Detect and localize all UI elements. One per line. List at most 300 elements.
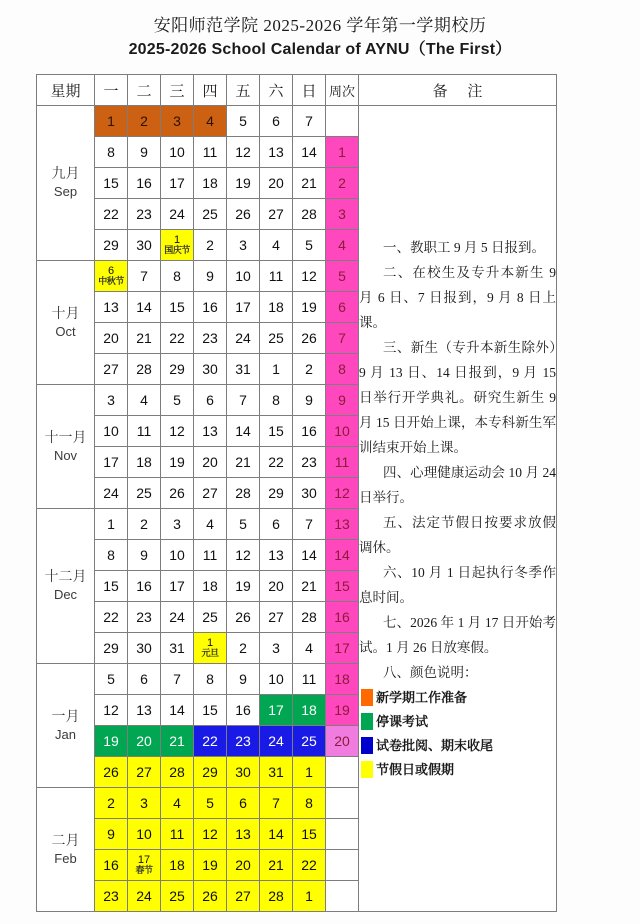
day-cell[interactable] [260,633,293,664]
day-cell[interactable] [95,540,128,571]
day-cell[interactable] [293,168,326,199]
day-cell[interactable] [260,602,293,633]
day-number: 12 [301,268,317,284]
day-number: 6 [206,392,214,408]
day-cell[interactable] [194,664,227,695]
page-title [0,14,640,62]
legend-swatch-yellow [361,761,373,778]
day-cell[interactable] [293,385,326,416]
day-cell[interactable] [95,261,128,292]
day-cell[interactable] [227,788,260,819]
day-cell[interactable] [194,602,227,633]
day-number: 18 [136,454,152,470]
month-label-nov [37,385,95,509]
day-cell[interactable] [194,726,227,757]
day-cell[interactable] [128,416,161,447]
day-cell[interactable] [128,664,161,695]
week-number-cell: 12 [326,478,359,509]
day-cell[interactable] [161,385,194,416]
day-number: 19 [202,857,218,873]
day-cell[interactable] [194,509,227,540]
week-number-cell: 8 [326,354,359,385]
day-number: 9 [206,268,214,284]
day-cell[interactable] [194,695,227,726]
day-cell[interactable] [260,323,293,354]
day-number: 24 [169,206,185,222]
day-cell[interactable] [161,788,194,819]
day-cell[interactable] [95,695,128,726]
day-cell[interactable] [194,168,227,199]
day-number: 25 [268,330,284,346]
day-number: 9 [107,826,115,842]
day-cell[interactable] [293,447,326,478]
header-weekday-wed: 三 [161,75,194,106]
day-number: 10 [169,547,185,563]
day-cell[interactable] [194,447,227,478]
day-cell[interactable] [161,819,194,850]
day-number: 1 [173,234,181,247]
day-cell[interactable] [260,199,293,230]
day-cell[interactable] [227,199,260,230]
header-weekday-tue: 二 [128,75,161,106]
day-cell[interactable] [293,757,326,788]
day-number: 7 [305,113,313,129]
day-cell[interactable] [95,757,128,788]
day-number: 16 [202,299,218,315]
day-cell[interactable] [227,385,260,416]
day-cell[interactable] [128,292,161,323]
day-cell[interactable] [95,726,128,757]
day-cell[interactable] [227,478,260,509]
day-number: 1 [305,764,313,780]
day-number: 6 [107,265,115,278]
day-cell[interactable] [293,571,326,602]
day-number: 10 [268,671,284,687]
day-cell[interactable] [95,881,128,912]
header-weekday-sun: 日 [293,75,326,106]
day-cell[interactable] [95,447,128,478]
day-cell[interactable] [161,354,194,385]
day-cell[interactable] [260,509,293,540]
month-label-cn: 一月 [51,709,80,725]
day-number: 6 [239,795,247,811]
day-cell[interactable] [227,819,260,850]
day-number: 22 [268,454,284,470]
day-cell[interactable] [95,323,128,354]
day-cell[interactable] [95,664,128,695]
day-number: 27 [202,485,218,501]
day-cell[interactable] [293,695,326,726]
day-cell[interactable] [227,354,260,385]
day-cell[interactable] [128,354,161,385]
day-cell[interactable] [227,695,260,726]
day-cell[interactable] [260,416,293,447]
day-cell[interactable] [194,478,227,509]
day-cell[interactable] [194,385,227,416]
legend-label: 新学期工作准备 [376,690,468,705]
day-cell[interactable] [95,168,128,199]
day-number: 3 [173,516,181,532]
table-header [37,75,557,106]
day-number: 24 [169,609,185,625]
day-cell[interactable] [260,881,293,912]
day-cell[interactable] [128,168,161,199]
day-cell[interactable] [194,292,227,323]
day-number: 28 [301,206,317,222]
day-cell[interactable] [260,168,293,199]
day-number: 12 [235,144,251,160]
month-label-jan [37,664,95,788]
day-cell[interactable] [95,292,128,323]
day-cell[interactable] [161,540,194,571]
day-cell[interactable] [161,726,194,757]
day-cell[interactable] [260,230,293,261]
day-number: 7 [305,516,313,532]
day-cell[interactable] [227,323,260,354]
day-cell[interactable] [161,416,194,447]
week-number-cell: 20 [326,726,359,757]
day-cell[interactable] [194,416,227,447]
note-item: 四、心理健康运动会 10 月 24 日举行。 [359,464,556,505]
day-number: 8 [272,392,280,408]
day-cell[interactable] [293,850,326,881]
day-number: 9 [305,392,313,408]
day-cell[interactable] [161,664,194,695]
header-weekday-thu: 四 [194,75,227,106]
day-cell[interactable] [293,540,326,571]
day-cell[interactable] [194,881,227,912]
day-number: 17 [103,454,119,470]
week-number-cell: 18 [326,664,359,695]
day-number: 19 [169,454,185,470]
day-cell[interactable] [95,230,128,261]
day-cell[interactable] [227,757,260,788]
day-cell[interactable] [260,695,293,726]
day-cell[interactable] [95,385,128,416]
day-cell[interactable] [194,819,227,850]
month-label-cn: 十月 [51,306,80,322]
day-number: 6 [272,516,280,532]
day-cell[interactable] [161,168,194,199]
day-cell[interactable] [95,602,128,633]
day-cell[interactable] [260,106,293,137]
day-cell[interactable] [128,137,161,168]
day-cell[interactable] [293,354,326,385]
day-cell[interactable] [128,106,161,137]
day-cell[interactable] [260,540,293,571]
day-cell[interactable] [95,478,128,509]
day-cell[interactable] [194,261,227,292]
day-cell[interactable] [227,230,260,261]
day-cell[interactable] [194,571,227,602]
day-cell[interactable] [227,633,260,664]
day-cell[interactable] [161,447,194,478]
note-item: 一、教职工 9 月 5 日报到。 [383,239,545,255]
day-cell[interactable] [128,230,161,261]
day-number: 16 [136,175,152,191]
day-cell[interactable] [260,757,293,788]
day-cell[interactable] [128,478,161,509]
day-cell[interactable] [95,509,128,540]
day-number: 7 [140,268,148,284]
day-number: 16 [301,423,317,439]
festival-label: 中秋节 [98,276,124,287]
day-cell[interactable] [194,137,227,168]
note-item: 六、10 月 1 日起执行冬季作息时间。 [359,564,556,605]
day-cell[interactable] [128,323,161,354]
day-cell[interactable] [227,447,260,478]
day-number: 15 [103,578,119,594]
day-cell[interactable] [227,664,260,695]
day-cell[interactable] [161,757,194,788]
day-cell[interactable] [161,850,194,881]
day-cell[interactable] [95,788,128,819]
day-cell[interactable] [227,571,260,602]
day-cell[interactable] [227,261,260,292]
day-cell[interactable] [227,168,260,199]
month-label-cn: 十一月 [44,430,87,446]
day-number: 19 [235,175,251,191]
day-number: 1 [206,637,214,650]
day-number: 21 [169,733,185,749]
day-number: 5 [107,671,115,687]
day-cell[interactable] [161,292,194,323]
day-cell[interactable] [95,850,128,881]
day-cell[interactable] [194,230,227,261]
week-number-cell: 2 [326,168,359,199]
day-cell[interactable] [128,509,161,540]
day-cell[interactable] [293,137,326,168]
day-cell[interactable] [293,292,326,323]
note-item: 八、颜色说明： [383,664,478,680]
day-cell[interactable] [293,478,326,509]
day-cell[interactable] [128,602,161,633]
week-number-cell: 6 [326,292,359,323]
legend-label: 试卷批阅、期末收尾 [376,738,494,753]
day-cell[interactable] [128,695,161,726]
day-cell[interactable] [95,106,128,137]
day-cell[interactable] [161,571,194,602]
day-cell[interactable] [260,788,293,819]
day-cell[interactable] [293,230,326,261]
day-number: 10 [169,144,185,160]
month-label-sep [37,106,95,261]
day-cell[interactable] [161,509,194,540]
day-cell[interactable] [128,385,161,416]
day-number: 5 [206,795,214,811]
day-cell[interactable] [128,540,161,571]
day-cell[interactable] [293,199,326,230]
day-cell[interactable] [194,850,227,881]
day-number: 18 [202,578,218,594]
day-cell[interactable] [293,633,326,664]
day-cell[interactable] [194,323,227,354]
day-number: 8 [206,671,214,687]
month-label-en: Jan [55,726,76,742]
day-cell[interactable] [293,509,326,540]
day-cell[interactable] [161,106,194,137]
day-cell[interactable] [293,881,326,912]
day-number: 13 [268,547,284,563]
header-weekday-mon: 一 [95,75,128,106]
day-number: 3 [239,237,247,253]
day-cell[interactable] [128,819,161,850]
day-number: 18 [268,299,284,315]
day-number: 10 [136,826,152,842]
day-cell[interactable] [194,540,227,571]
day-number: 10 [103,423,119,439]
day-number: 12 [169,423,185,439]
day-cell[interactable] [227,137,260,168]
day-cell[interactable] [161,137,194,168]
day-cell[interactable] [293,819,326,850]
day-cell[interactable] [161,261,194,292]
day-cell[interactable] [194,106,227,137]
day-cell[interactable] [260,726,293,757]
day-cell[interactable] [293,261,326,292]
day-cell[interactable] [161,881,194,912]
day-cell[interactable] [293,788,326,819]
day-cell[interactable] [260,664,293,695]
day-number: 24 [268,733,284,749]
day-cell[interactable] [260,354,293,385]
day-cell[interactable] [95,633,128,664]
day-cell[interactable] [194,199,227,230]
day-number: 25 [202,609,218,625]
day-cell[interactable] [95,199,128,230]
day-cell[interactable] [227,509,260,540]
week-number-cell: 7 [326,323,359,354]
day-cell[interactable] [95,571,128,602]
day-cell[interactable] [161,199,194,230]
day-cell[interactable] [128,757,161,788]
day-number: 26 [202,888,218,904]
day-cell[interactable] [194,633,227,664]
day-cell[interactable] [293,602,326,633]
day-cell[interactable] [227,881,260,912]
day-number: 1 [272,361,280,377]
header-row [37,75,557,106]
day-cell[interactable] [227,106,260,137]
day-cell[interactable] [128,788,161,819]
day-cell[interactable] [227,416,260,447]
day-number: 17 [268,702,284,718]
month-label-en: Nov [53,447,78,463]
legend-item [359,711,556,733]
day-cell[interactable] [293,416,326,447]
day-number: 29 [202,764,218,780]
day-cell[interactable] [260,819,293,850]
day-cell[interactable] [161,230,194,261]
day-cell[interactable] [260,850,293,881]
day-cell[interactable] [227,292,260,323]
month-label-en: Oct [55,323,76,339]
day-number: 28 [301,609,317,625]
day-cell[interactable] [128,881,161,912]
day-cell[interactable] [194,354,227,385]
day-number: 15 [169,299,185,315]
day-cell[interactable] [95,819,128,850]
day-cell[interactable] [227,602,260,633]
calendar-week-row [37,106,557,137]
day-number: 8 [305,795,313,811]
day-number: 29 [268,485,284,501]
day-cell[interactable] [128,199,161,230]
day-cell[interactable] [128,726,161,757]
day-cell[interactable] [161,478,194,509]
day-cell[interactable] [161,602,194,633]
day-number: 4 [272,237,280,253]
day-cell[interactable] [227,726,260,757]
legend-label: 停课考试 [376,714,429,729]
day-cell[interactable] [260,261,293,292]
day-cell[interactable] [128,261,161,292]
day-cell[interactable] [293,106,326,137]
day-number: 7 [173,671,181,687]
day-cell[interactable] [128,447,161,478]
day-number: 20 [235,857,251,873]
day-number: 14 [268,826,284,842]
day-cell[interactable] [260,447,293,478]
day-number: 28 [235,485,251,501]
month-label-en: Sep [53,184,78,199]
day-cell[interactable] [260,571,293,602]
day-number: 23 [103,888,119,904]
day-cell[interactable] [95,137,128,168]
day-cell[interactable] [293,664,326,695]
week-number-cell: 16 [326,602,359,633]
day-cell[interactable] [161,695,194,726]
day-cell[interactable] [227,850,260,881]
day-number: 11 [169,826,185,842]
day-cell[interactable] [128,571,161,602]
day-number: 11 [202,547,218,563]
day-number: 24 [235,330,251,346]
day-cell[interactable] [194,757,227,788]
color-legend [359,687,556,781]
day-number: 2 [206,237,214,253]
day-number: 3 [140,795,148,811]
day-number: 27 [136,764,152,780]
week-number-cell: 13 [326,509,359,540]
day-cell[interactable] [194,788,227,819]
day-cell[interactable] [161,323,194,354]
day-number: 27 [235,888,251,904]
day-cell[interactable] [260,478,293,509]
day-cell[interactable] [260,292,293,323]
day-cell[interactable] [260,385,293,416]
day-cell[interactable] [95,416,128,447]
day-number: 25 [136,485,152,501]
day-cell[interactable] [161,633,194,664]
day-number: 17 [137,854,151,867]
day-cell[interactable] [293,726,326,757]
day-cell[interactable] [128,633,161,664]
day-number: 27 [268,609,284,625]
day-number: 2 [239,640,247,656]
day-number: 3 [272,640,280,656]
day-cell[interactable] [128,850,161,881]
day-cell[interactable] [293,323,326,354]
day-cell[interactable] [95,354,128,385]
day-cell[interactable] [260,137,293,168]
day-number: 16 [103,857,119,873]
day-cell[interactable] [227,540,260,571]
note-item: 七、2026 年 1 月 17 日开始考试。1 月 26 日放寒假。 [359,614,556,655]
legend-swatch-green [361,713,373,730]
day-number: 27 [268,206,284,222]
notes-panel [359,235,556,781]
